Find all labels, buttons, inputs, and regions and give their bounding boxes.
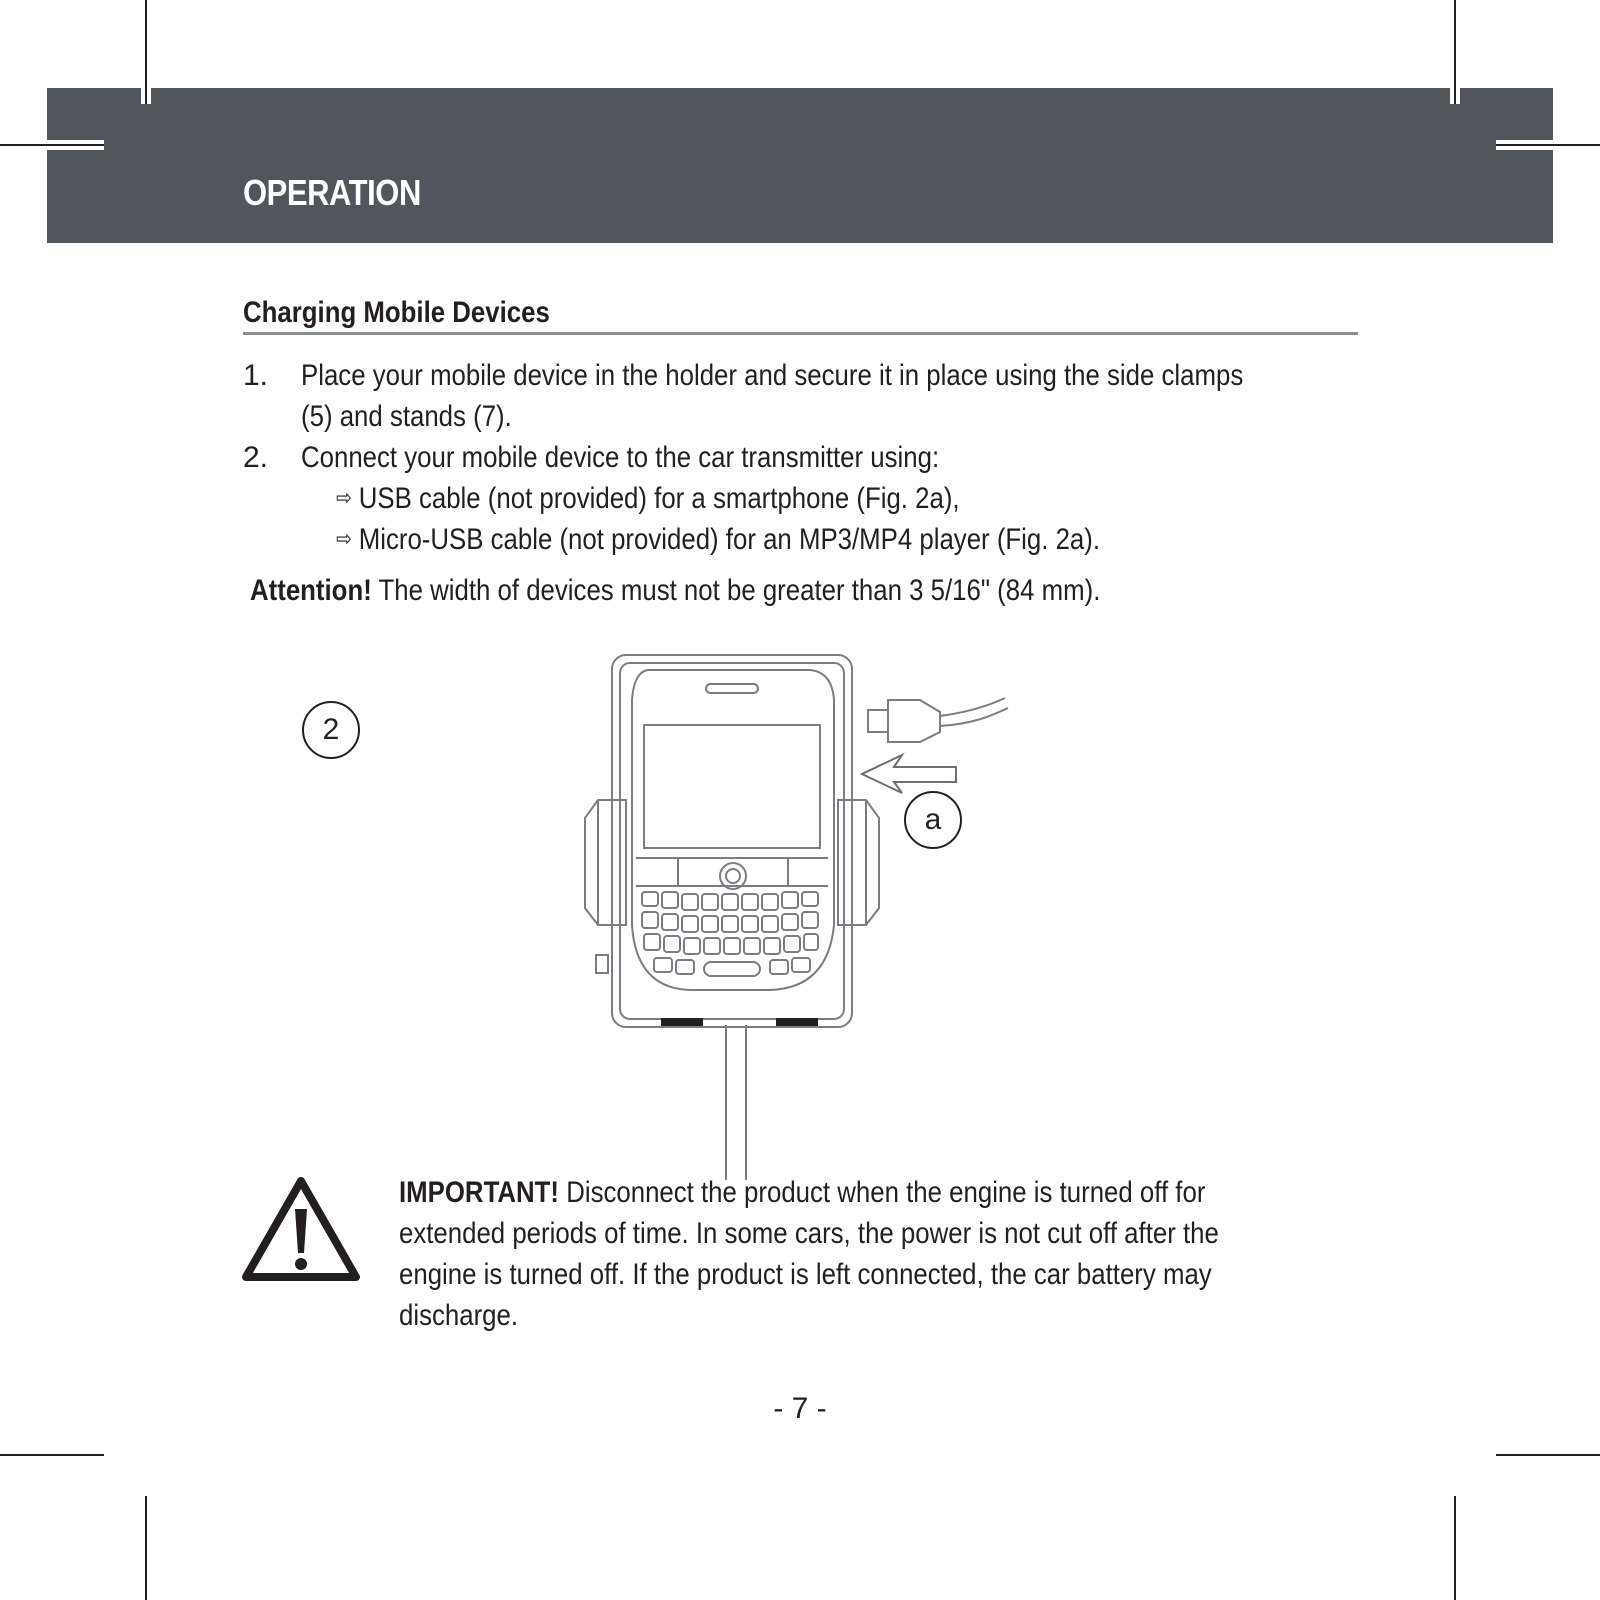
arrow-right-icon: ⇨: [336, 486, 352, 511]
figure-callout-label: a: [924, 803, 942, 836]
warning-text-line: extended periods of time. In some cars, the power is not cut off after the: [399, 1217, 1219, 1250]
warning-text-line: discharge.: [399, 1299, 519, 1332]
warning-text: Disconnect the product when the engine is turned off for: [566, 1176, 1206, 1209]
figure-number-label: 2: [322, 713, 340, 746]
attention-text: The width of devices must not be greater than 3 5/16" (84 mm).: [378, 574, 1101, 607]
step-number: 2.: [243, 441, 269, 474]
page-number: - 7 -: [773, 1392, 827, 1425]
step-text: Connect your mobile device to the car transmitter using:: [301, 441, 940, 474]
sub-item-text: Micro-USB cable (not provided) for an MP3/MP4 player (Fig. 2a).: [358, 523, 1101, 556]
warning-text-line: [399, 1172, 1205, 1213]
step-text: (5) and stands (7).: [301, 400, 512, 433]
arrow-right-icon: ⇨: [336, 527, 352, 552]
crop-mark: [145, 1496, 147, 1600]
crop-mark: [1496, 144, 1553, 146]
crop-mark: [1454, 88, 1456, 104]
step-text: Place your mobile device in the holder and secure it in place using the side clamps: [301, 359, 1244, 392]
warning-text-line: engine is turned off. If the product is left connected, the car battery may: [399, 1258, 1212, 1291]
crop-mark: [1496, 1454, 1600, 1456]
attention-label: Attention!: [250, 574, 372, 607]
crop-mark: [0, 1454, 104, 1456]
header-band: [47, 88, 1553, 243]
warning-triangle-icon: [240, 1175, 362, 1283]
step-number: 1.: [243, 359, 269, 392]
sub-list-item: [336, 519, 1100, 563]
figure-number: [302, 701, 360, 759]
section-divider: [243, 332, 1358, 335]
crop-mark: [145, 88, 147, 104]
crop-mark: [47, 144, 104, 146]
phone-holder-illustration: [570, 640, 1030, 1185]
figure-callout-a: [904, 791, 962, 849]
attention-note: [250, 570, 1100, 611]
warning-label: IMPORTANT!: [399, 1176, 560, 1209]
crop-mark: [1454, 1496, 1456, 1600]
page-header-title: OPERATION: [243, 172, 421, 213]
sub-item-text: USB cable (not provided) for a smartphone (Fig. 2a),: [358, 482, 960, 515]
section-title: Charging Mobile Devices: [243, 296, 550, 329]
sub-list-item: [336, 478, 960, 522]
keyboard-keys: [642, 892, 818, 976]
